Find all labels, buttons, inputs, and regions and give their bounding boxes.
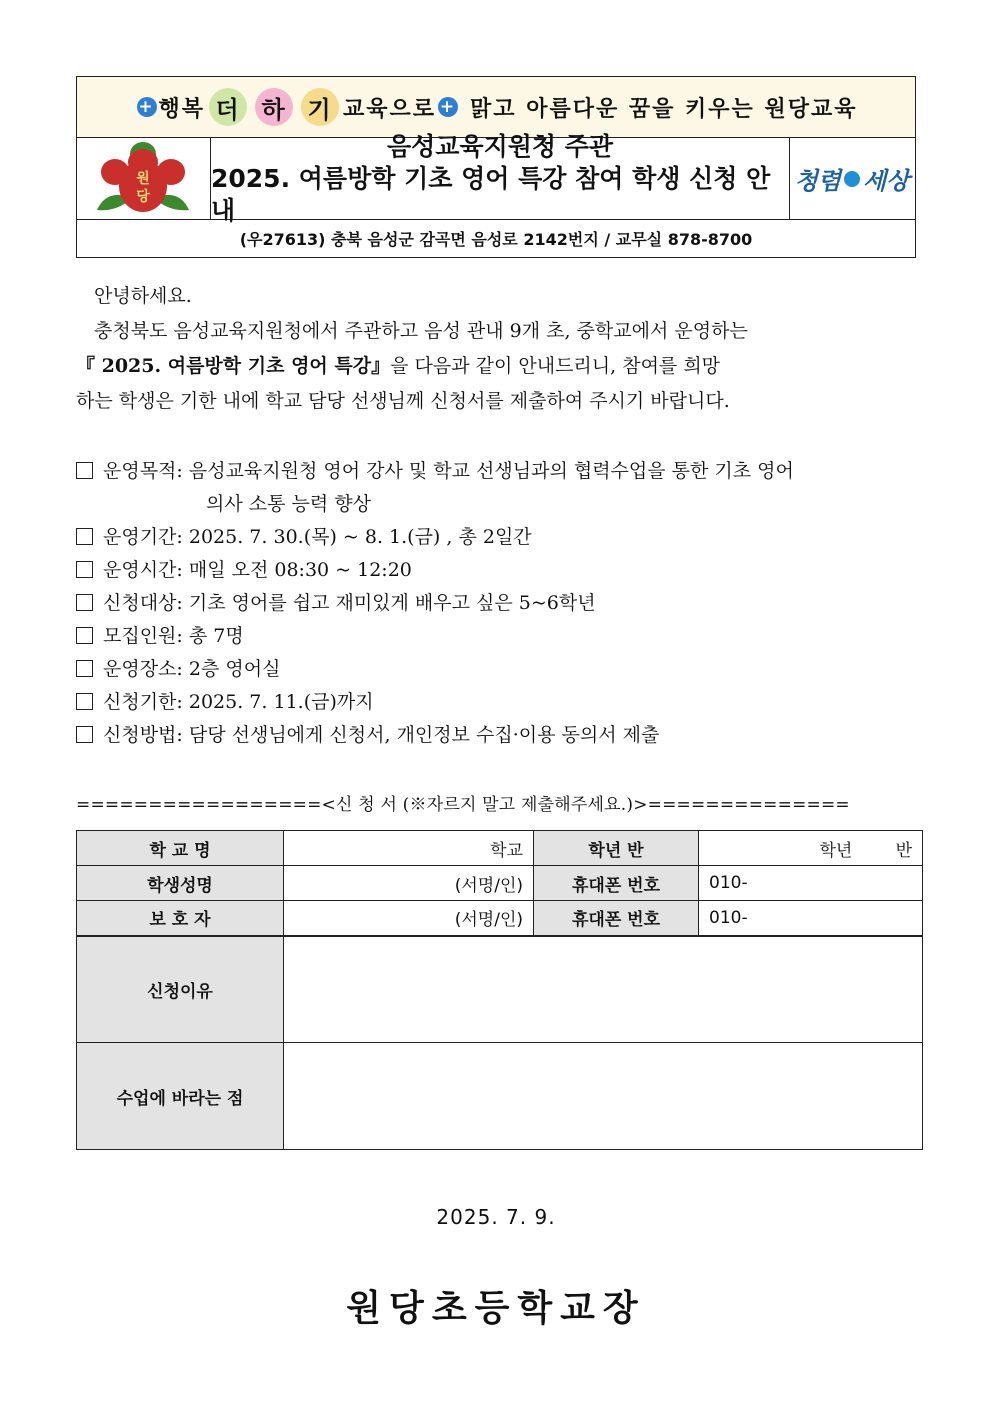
list-item: 신청대상: 기초 영어를 쉽고 재미있게 배우고 싶은 5~6학년 (76, 587, 926, 620)
slogan-bubble-2: 하 (255, 88, 293, 126)
guardian-field[interactable]: (서명/인) (284, 901, 534, 936)
student-name-field[interactable]: (서명/인) (284, 866, 534, 901)
school-logo (77, 138, 211, 219)
checkbox-icon (76, 693, 93, 710)
cut-line: =================<신 청 서 (※자르지 말고 제출해주세요.)>============== (76, 795, 850, 815)
slogan-bubble-1: 더 (209, 88, 247, 126)
program-name: 『 2025. 여름방학 기초 영어 특강』 (76, 355, 391, 377)
intro-line-1: 충청북도 음성교육지원청에서 주관하고 음성 관내 9개 초, 중학교에서 운영하는 (94, 320, 748, 342)
checkbox-icon (76, 594, 93, 611)
motto-right: 세상 (863, 167, 910, 195)
info-list (76, 455, 926, 752)
grade-label: 학년 반 (534, 831, 699, 866)
guardian-phone-field[interactable]: 010- (699, 901, 923, 936)
table-row (77, 901, 923, 936)
table-row (77, 831, 923, 866)
checkbox-icon (76, 528, 93, 545)
guardian-phone-label: 휴대폰 번호 (534, 901, 699, 936)
slogan-part1: 행복 (158, 96, 206, 122)
title-line-1: 음성교육지원청 주관 (386, 131, 614, 161)
school-address: (우27613) 충북 음성군 감곡면 음성로 2142번지 / 교무실 878-8700 (239, 230, 753, 249)
list-item: 신청방법: 담당 선생님에게 신청서, 개인정보 수집·이용 동의서 제출 (76, 719, 926, 752)
student-phone-label: 휴대폰 번호 (534, 866, 699, 901)
intro-line-3: 하는 학생은 기한 내에 학교 담당 선생님께 신청서를 제출하여 주시기 바랍니다. (76, 390, 730, 412)
reason-label: 신청이유 (77, 936, 284, 1043)
reason-field[interactable] (284, 936, 923, 1043)
slogan-bar (77, 77, 915, 138)
principal-signature: 원당초등학교장 (346, 1288, 646, 1329)
checkbox-icon (76, 627, 93, 644)
grade-field[interactable]: 학년 반 (699, 831, 923, 866)
student-phone-field[interactable]: 010- (699, 866, 923, 901)
list-item-continuation: 의사 소통 능력 향상 (206, 493, 371, 515)
motto-left: 청렴 (794, 167, 841, 195)
slogan-part3: 맑고 아름다운 꿈을 키우는 원당교육 (470, 96, 858, 122)
list-item: 운영기간: 2025. 7. 30.(목) ~ 8. 1.(금) , 총 2일간 (76, 521, 926, 554)
greeting: 안녕하세요. (94, 285, 192, 307)
list-item: 운영목적: 음성교육지원청 영어 강사 및 학교 선생님과의 협력수업을 통한 기초 영어 (76, 455, 926, 488)
motto-logo (789, 138, 914, 219)
student-name-label: 학생성명 (77, 866, 284, 901)
school-field[interactable]: 학교 (284, 831, 534, 866)
header-title-row (77, 131, 915, 225)
table-row (77, 866, 923, 901)
table-row (77, 1043, 923, 1150)
list-item: 운영장소: 2층 영어실 (76, 653, 926, 686)
intro-line-2-rest: 을 다음과 같이 안내드리니, 참여를 희망 (390, 355, 721, 377)
document-date: 2025. 7. 9. (436, 1205, 556, 1229)
svg-text:원: 원 (136, 171, 150, 187)
expectation-label: 수업에 바라는 점 (77, 1043, 284, 1150)
plus-icon: + (138, 97, 155, 117)
table-row (77, 936, 923, 1043)
list-item: 신청기한: 2025. 7. 11.(금)까지 (76, 686, 926, 719)
slogan-part2: 교육으로 (343, 96, 437, 122)
list-item: 운영시간: 매일 오전 08:30 ~ 12:20 (76, 554, 926, 587)
checkbox-icon (76, 660, 93, 677)
list-item: 모집인원: 총 7명 (76, 620, 926, 653)
motto-dot-icon (844, 171, 860, 187)
document-title (211, 131, 789, 225)
svg-text:당: 당 (136, 189, 150, 205)
slogan-bubble-3: 기 (301, 88, 339, 126)
school-emblem-icon (77, 138, 209, 218)
intro-line-2 (76, 351, 720, 378)
title-line-2: 2025. 여름방학 기초 영어 특강 참여 학생 신청 안내 (211, 163, 771, 225)
checkbox-icon (76, 561, 93, 578)
checkbox-icon (76, 726, 93, 743)
document-header (76, 76, 916, 258)
guardian-label: 보 호 자 (77, 901, 284, 936)
expectation-field[interactable] (284, 1043, 923, 1150)
school-label: 학 교 명 (77, 831, 284, 866)
checkbox-icon (76, 462, 93, 479)
application-form (76, 830, 923, 1150)
plus-icon: + (439, 97, 457, 117)
